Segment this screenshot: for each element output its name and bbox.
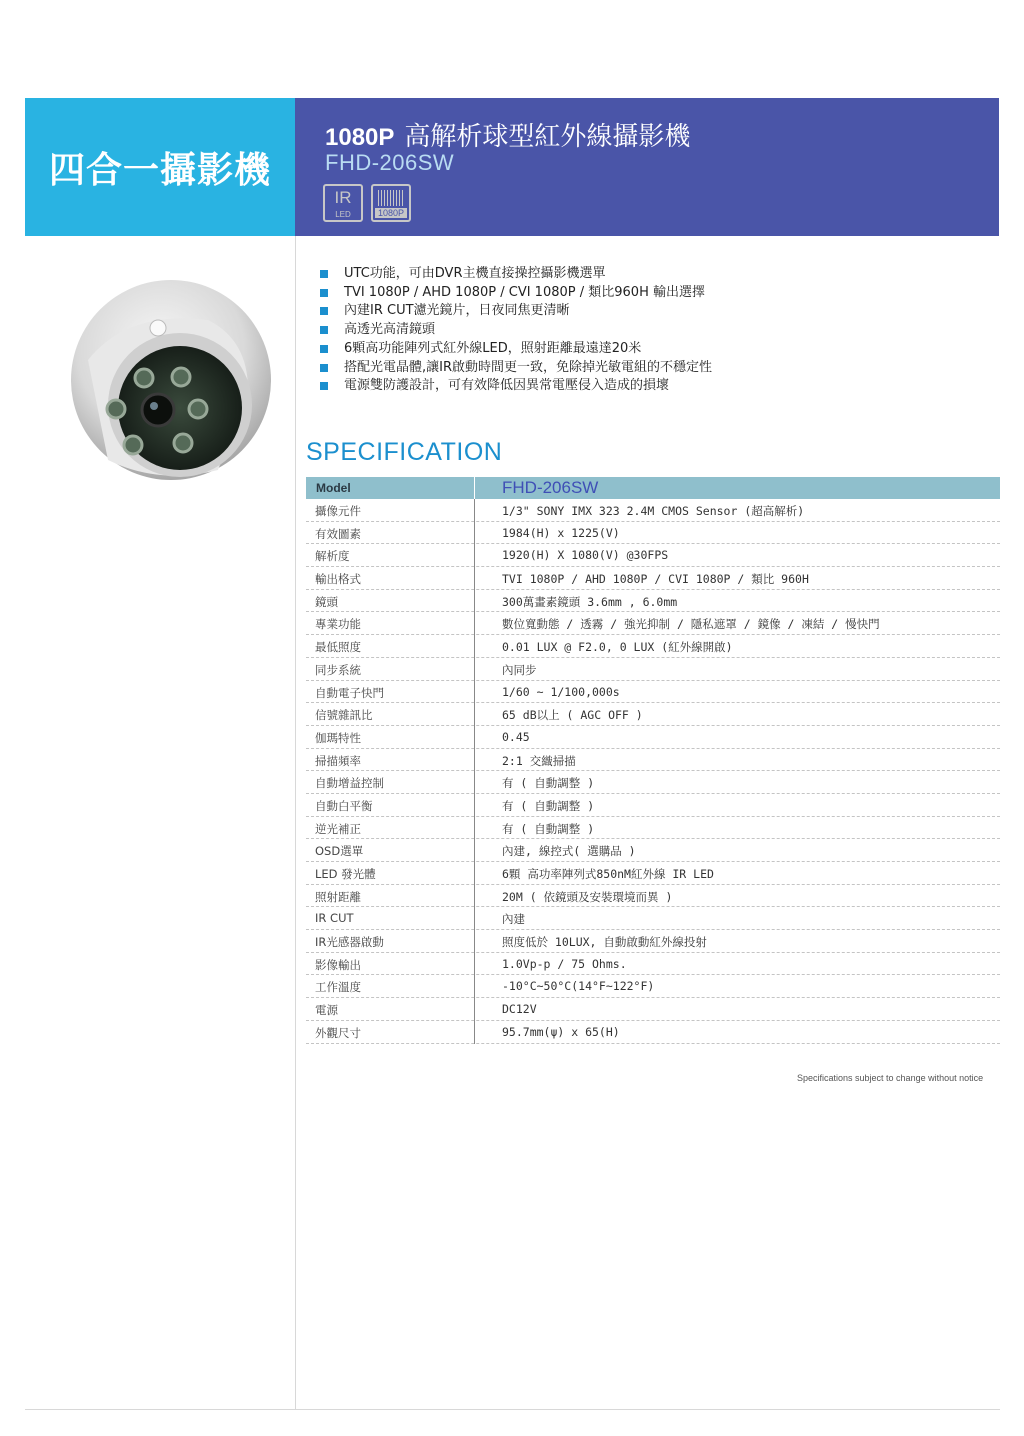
- bullet-icon: [320, 364, 328, 372]
- spec-value: 95.7mm(ψ) x 65(H): [502, 1024, 620, 1039]
- spec-value: 內建, 線控式( 選購品 ): [502, 844, 636, 859]
- row-divider: [474, 885, 475, 908]
- spec-label: OSD選單: [315, 844, 364, 859]
- spec-label: 影像輸出: [315, 957, 361, 972]
- list-item: 高透光高清鏡頭: [320, 321, 712, 340]
- table-row: [306, 567, 1000, 590]
- spec-value: 0.01 LUX @ F2.0, 0 LUX (紅外線開啟): [502, 640, 733, 655]
- bullet-icon: [320, 289, 328, 297]
- row-divider: [474, 907, 475, 930]
- row-divider: [474, 817, 475, 840]
- spec-label: 自動增益控制: [315, 776, 384, 791]
- table-row: [306, 794, 1000, 817]
- spec-value: DC12V: [502, 1002, 537, 1017]
- row-divider: [474, 749, 475, 772]
- spec-label: 伽瑪特性: [315, 730, 361, 745]
- spec-label: IR CUT: [315, 911, 354, 926]
- table-row: [306, 1021, 1000, 1044]
- row-divider: [474, 839, 475, 862]
- table-row: [306, 862, 1000, 885]
- spec-value: 2:1 交織掃描: [502, 753, 576, 768]
- spec-value: 照度低於 10LUX, 自動啟動紅外線投射: [502, 935, 707, 950]
- model-label: Model: [316, 481, 351, 495]
- spec-value: 數位寬動態 / 透霧 / 強光抑制 / 隱私遮罩 / 鏡像 / 凍結 / 慢快門: [502, 617, 880, 632]
- spec-label: 掃描頻率: [315, 753, 361, 768]
- row-divider: [474, 726, 475, 749]
- table-row: [306, 681, 1000, 704]
- bullet-icon: [320, 307, 328, 315]
- bullet-icon: [320, 326, 328, 334]
- spec-value: -10°C~50°C(14°F~122°F): [502, 979, 655, 994]
- spec-label: 工作溫度: [315, 980, 361, 995]
- spec-table-header: [306, 477, 1000, 499]
- row-divider: [474, 1021, 475, 1044]
- badge-bars: [378, 190, 404, 206]
- spec-label: 鏡頭: [315, 594, 338, 609]
- spec-value: 1920(H) X 1080(V) @30FPS: [502, 548, 669, 563]
- header-divider: [474, 477, 475, 499]
- spec-value: 300萬畫素鏡頭 3.6mm , 6.0mm: [502, 594, 678, 609]
- row-divider: [474, 590, 475, 613]
- footnote: Specifications subject to change without notice: [797, 1073, 984, 1083]
- dome-camera-image: [68, 270, 274, 482]
- model-value: FHD-206SW: [502, 478, 599, 497]
- 1080p-badge-text: 1080P: [375, 208, 407, 218]
- product-banner: [295, 98, 999, 236]
- spec-label: 自動白平衡: [315, 798, 373, 813]
- spec-value: 內建: [502, 912, 525, 927]
- spec-label: 有效圖素: [315, 526, 361, 541]
- table-row: [306, 998, 1000, 1021]
- spec-label: IR光感器啟動: [315, 935, 384, 950]
- table-row: [306, 839, 1000, 862]
- spec-value: 有 ( 自動調整 ): [502, 798, 595, 813]
- spec-value: 20M ( 依鏡頭及安裝環境而異 ): [502, 889, 673, 904]
- spec-value: 65 dB以上 ( AGC OFF ): [502, 708, 643, 723]
- table-row: [306, 975, 1000, 998]
- spec-label: 輸出格式: [315, 572, 361, 587]
- row-divider: [474, 499, 475, 522]
- table-row: [306, 953, 1000, 976]
- table-row: [306, 726, 1000, 749]
- spec-value: 0.45: [502, 729, 530, 744]
- spec-table: [306, 477, 1000, 1044]
- spec-label: 自動電子快門: [315, 685, 384, 700]
- table-row: [306, 817, 1000, 840]
- spec-value: 1.0Vp-p / 75 Ohms.: [502, 956, 627, 971]
- row-divider: [474, 612, 475, 635]
- column-divider: [295, 236, 296, 1410]
- spec-value: TVI 1080P / AHD 1080P / CVI 1080P / 類比 960H: [502, 572, 809, 587]
- bullet-icon: [320, 345, 328, 353]
- category-banner: [25, 98, 295, 236]
- spec-value: 有 ( 自動調整 ): [502, 821, 595, 836]
- row-divider: [474, 544, 475, 567]
- spec-label: 外觀尺寸: [315, 1025, 361, 1040]
- row-divider: [474, 953, 475, 976]
- row-divider: [474, 522, 475, 545]
- list-item: 電源雙防護設計，可有效降低因異常電壓侵入造成的損壞: [320, 377, 712, 396]
- row-divider: [474, 975, 475, 998]
- table-row: [306, 703, 1000, 726]
- spec-label: 攝像元件: [315, 504, 361, 518]
- spec-label: 電源: [315, 1003, 338, 1018]
- table-row: [306, 544, 1000, 567]
- table-row: [306, 612, 1000, 635]
- spec-value: 1/60 ~ 1/100,000s: [502, 684, 620, 699]
- table-row: [306, 635, 1000, 658]
- spec-label: 照射距離: [315, 889, 361, 904]
- row-divider: [474, 567, 475, 590]
- list-item: 6顆高功能陣列式紅外線LED，照射距離最遠達20米: [320, 340, 712, 359]
- table-row: [306, 590, 1000, 613]
- footer-line: [25, 1409, 1000, 1410]
- spec-rows: [306, 499, 1000, 1044]
- ir-badge-text: IR: [334, 188, 352, 207]
- row-divider: [474, 658, 475, 681]
- ir-led-badge-icon: [323, 184, 363, 222]
- spec-value: 1984(H) x 1225(V): [502, 525, 620, 540]
- row-divider: [474, 703, 475, 726]
- category-title: 四合一攝影機: [48, 149, 271, 191]
- table-row: [306, 522, 1000, 545]
- table-row: [306, 499, 1000, 522]
- row-divider: [474, 681, 475, 704]
- row-divider: [474, 930, 475, 953]
- product-model: FHD-206SW: [325, 150, 455, 175]
- bullet-icon: [320, 270, 328, 278]
- spec-value: 有 ( 自動調整 ): [502, 776, 595, 791]
- spec-value: 6顆 高功率陣列式850nM紅外線 IR LED: [502, 867, 714, 881]
- resolution-label: 1080P: [325, 124, 395, 151]
- row-divider: [474, 794, 475, 817]
- 1080p-badge-icon: [371, 184, 411, 222]
- feature-list: [320, 265, 712, 396]
- row-divider: [474, 771, 475, 794]
- list-item: TVI 1080P / AHD 1080P / CVI 1080P / 類比960H 輸出選擇: [320, 284, 712, 303]
- spec-label: 最低照度: [315, 640, 361, 655]
- product-title: [325, 116, 690, 153]
- table-row: [306, 771, 1000, 794]
- spec-value: 內同步: [502, 662, 537, 677]
- table-row: [306, 885, 1000, 908]
- ir-badge-subtext: LED: [335, 210, 351, 219]
- spec-label: 逆光補正: [315, 821, 361, 836]
- table-row: [306, 658, 1000, 681]
- table-row: [306, 907, 1000, 930]
- table-row: [306, 930, 1000, 953]
- table-row: [306, 749, 1000, 772]
- spec-label: 信號雜訊比: [315, 708, 373, 723]
- spec-value: 1/3" SONY IMX 323 2.4M CMOS Sensor (超高解析): [502, 504, 805, 518]
- list-item: 內建IR CUT濾光鏡片，日夜同焦更清晰: [320, 302, 712, 321]
- bullet-icon: [320, 382, 328, 390]
- list-item: UTC功能，可由DVR主機直接操控攝影機選單: [320, 265, 712, 284]
- list-item: 搭配光電晶體,讓IR啟動時間更一致，免除掉光敏電組的不穩定性: [320, 359, 712, 378]
- spec-heading: SPECIFICATION: [306, 438, 503, 466]
- spec-label: LED 發光體: [315, 867, 376, 881]
- spec-label: 解析度: [315, 549, 350, 564]
- row-divider: [474, 635, 475, 658]
- row-divider: [474, 862, 475, 885]
- product-name: 高解析球型紅外線攝影機: [404, 122, 691, 152]
- spec-label: 同步系統: [315, 662, 361, 677]
- row-divider: [474, 998, 475, 1021]
- spec-label: 專業功能: [315, 617, 361, 632]
